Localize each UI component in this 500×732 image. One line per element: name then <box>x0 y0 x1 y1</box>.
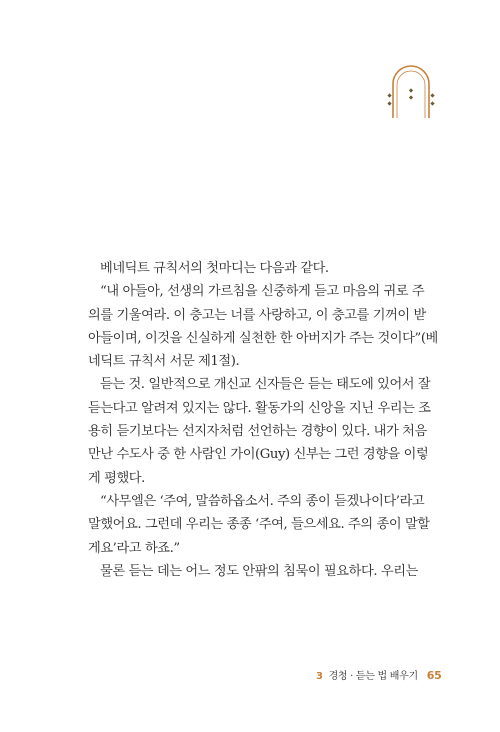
chapter-number: 3 <box>316 671 323 682</box>
text-line: 아들이며, 이것을 신실하게 실천한 한 아버지가 주는 것이다”(베 <box>88 330 438 346</box>
text-line: 말했어요. 그런데 우리는 종종 ‘주여, 들으세요. 주의 종이 말할 <box>88 517 430 533</box>
page-footer <box>316 667 441 682</box>
page-number: 65 <box>426 669 442 682</box>
text-line: “내 아들아, 선생의 가르침을 신중하게 듣고 마음의 귀로 주 <box>100 284 425 300</box>
paragraph <box>88 490 430 560</box>
text-line: 듣는 것. 일반적으로 개신교 신자들은 듣는 태도에 있어서 잘 <box>100 377 431 393</box>
text-line: 네딕트 규칙서 서문 제1절). <box>88 354 240 370</box>
text-line: 물론 듣는 데는 어느 정도 안팎의 침묵이 필요하다. 우리는 <box>100 563 418 579</box>
text-line: 만난 수도사 중 한 사람인 가이(Guy) 신부는 그런 경향을 이렇 <box>88 447 429 463</box>
text-line: 의를 기울여라. 이 충고는 너를 사랑하고, 이 충고를 기꺼이 받 <box>88 307 426 323</box>
paragraph <box>88 257 416 280</box>
text-line: 베네딕트 규칙서의 첫마디는 다음과 같다. <box>100 261 329 276</box>
body-text <box>88 257 438 583</box>
paragraph <box>88 280 438 373</box>
text-line: 용히 듣기보다는 선지자처럼 선언하는 경향이 있다. 내가 처음 <box>88 424 427 440</box>
text-line: 게요’라고 하죠.” <box>88 540 180 556</box>
arch-ornament-icon <box>383 58 439 120</box>
paragraph <box>88 373 431 489</box>
text-line: 듣는다고 알려져 있지는 않다. 활동가의 신앙을 지닌 우리는 조 <box>88 400 431 416</box>
paragraph <box>88 560 416 583</box>
text-line: “사무엘은 ‘주여, 말씀하옵소서. 주의 종이 듣겠나이다’라고 <box>100 493 425 509</box>
chapter-title: 경청 · 듣는 법 배우기 <box>328 671 418 682</box>
text-line: 게 평했다. <box>88 470 145 486</box>
